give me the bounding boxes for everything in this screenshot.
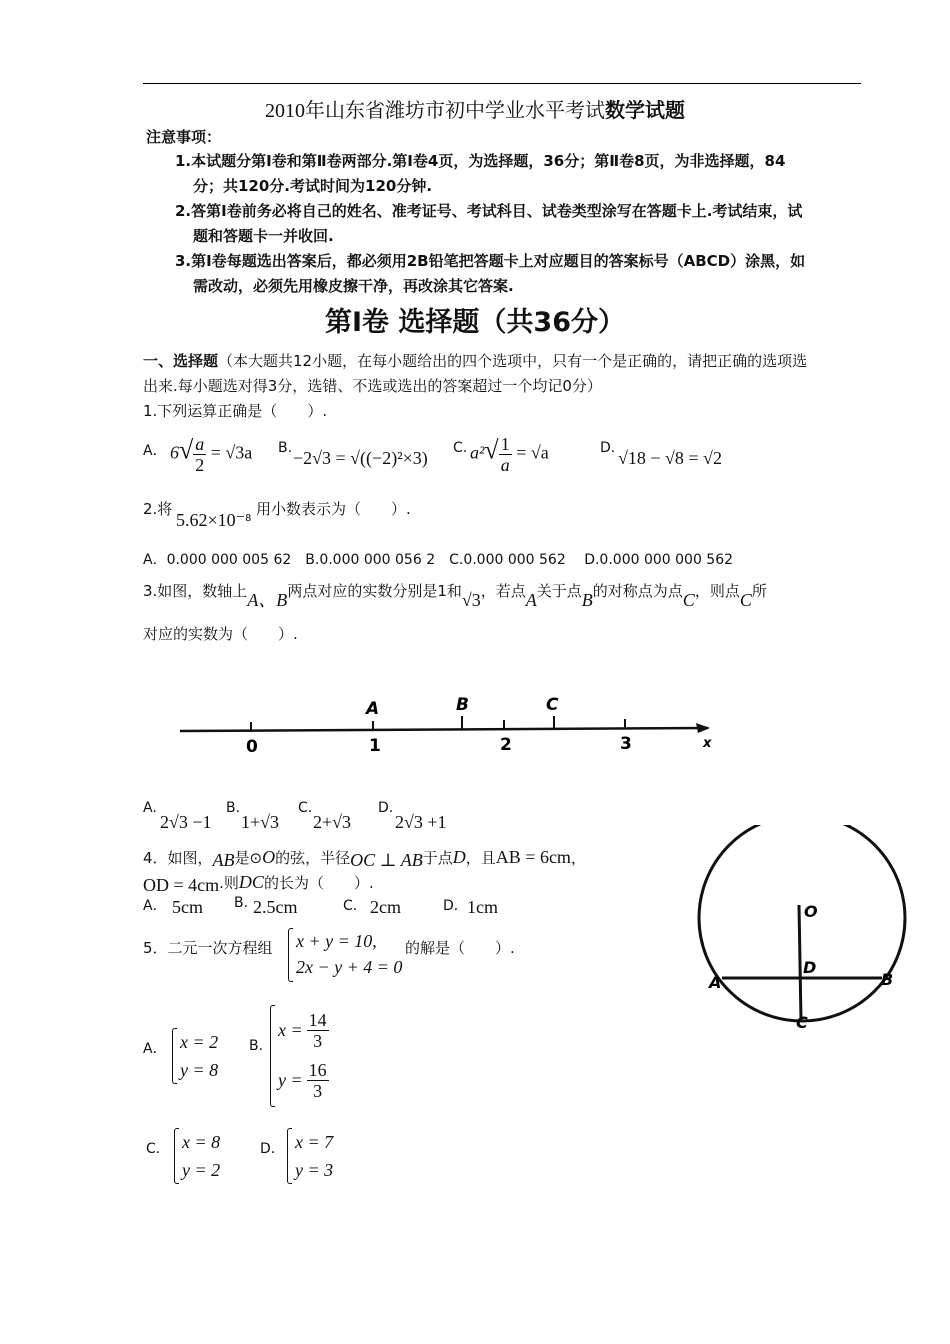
q5-b-brace: [270, 1005, 275, 1107]
section-title: 第Ⅰ卷 选择题（共36分）: [324, 307, 626, 338]
q4-p5: ，且: [465, 849, 496, 867]
label-c: C: [796, 1013, 808, 1032]
q4-option-a: 5cm: [172, 897, 203, 917]
q3-sqrt3: √3: [461, 590, 481, 610]
q1-option-c: a²√ $\frac{1}{a}$ = √a: [470, 434, 549, 475]
q5-c-x: x = 8: [182, 1132, 221, 1152]
q4-d: D: [452, 847, 466, 867]
q3-option-a: 2√3 −1: [160, 812, 212, 832]
q5-a-brace: [172, 1028, 177, 1084]
q1-a-den: 2: [195, 455, 205, 475]
tick-label-0: 0: [246, 737, 258, 757]
page-title: [0, 94, 950, 123]
q1-c-frac: [499, 434, 512, 475]
q4-ab: AB: [212, 850, 235, 870]
q5-stem-pre: 5．二元一次方程组: [143, 939, 273, 957]
q5-a-x: x = 2: [180, 1032, 219, 1052]
q4-stem-1: [143, 847, 586, 868]
q1-option-a: 6√ $\frac{a}{2}$ = √3a: [170, 434, 253, 475]
q4-p2: 是⊙: [234, 849, 263, 867]
q4-p7: .则: [219, 874, 239, 892]
q1-a-num: a: [195, 434, 205, 454]
q5-c-brace: [174, 1128, 179, 1184]
part1-desc: [143, 350, 868, 371]
q5-d-x: x = 7: [295, 1132, 334, 1152]
q5-b-y-den: 3: [313, 1080, 323, 1101]
title-bold: 数学试题: [605, 98, 685, 122]
q4-option-a-label: A．: [143, 898, 167, 914]
q3-a: A: [525, 590, 537, 610]
q2-stem-pre: 2.将: [143, 500, 173, 518]
q3-option-d: 2√3 +1: [395, 812, 447, 832]
q4-option-b: 2.5cm: [253, 897, 298, 917]
label-o: O: [804, 902, 818, 921]
q4-p6: ，: [570, 849, 586, 867]
part1-desc-2: 出来.每小题选对得3分，选错、不选或选出的答案超过一个均记0分）: [143, 377, 602, 395]
q3-p6: ，则点: [694, 582, 740, 600]
point-label-a: A: [366, 699, 380, 719]
q3-stem: [143, 576, 873, 610]
q3-p4: 关于点: [536, 582, 582, 600]
q1-option-d-label: D.: [600, 440, 616, 456]
label-b: B: [881, 970, 894, 989]
q4-p8: 的长为（ ）.: [263, 874, 374, 892]
q1-option-c-label: C.: [453, 440, 468, 456]
q1-c-den: a: [500, 455, 510, 475]
q5-c-y: y = 2: [182, 1160, 221, 1180]
label-d: D: [803, 958, 817, 977]
q5-d-brace: [287, 1128, 292, 1184]
q1-c-num: 1: [500, 434, 510, 454]
tick-label-1: 1: [369, 736, 381, 756]
q4-p4: 于点: [422, 849, 453, 867]
label-a: A: [709, 973, 722, 992]
note-3-line-2: 需改动，必须先用橡皮擦干净，再改涂其它答案.: [193, 277, 514, 295]
q5-b-x-den: 3: [313, 1030, 323, 1051]
note-3-line-1: 3.第Ⅰ卷每题选出答案后，都必须用2B铅笔把答题卡上对应题目的答案标号（ABCD）涂黑，如: [175, 252, 806, 270]
q1-c-pre: a²: [470, 442, 485, 463]
q5-eq2: 2x − y + 4 = 0: [296, 957, 403, 977]
q5-brace: [288, 928, 293, 982]
q2-number: 5.62×10⁻⁸: [176, 510, 252, 530]
q4-stem-2: [143, 872, 374, 893]
q1-option-d: √18 − √8 = √2: [618, 448, 722, 468]
q4-option-d: 1cm: [467, 897, 498, 917]
top-rule: [143, 83, 861, 84]
q5-stem-post: 的解是（ ）.: [405, 939, 515, 957]
q3-option-b: 1+√3: [241, 812, 280, 832]
q3-option-a-label: A.: [143, 800, 157, 816]
q1-option-b-label: B.: [278, 440, 293, 456]
number-line-figure: [170, 690, 730, 765]
q3-p3: ，若点: [480, 582, 526, 600]
q3-p7: 所: [751, 582, 767, 600]
note-2-line-1: 2.答第Ⅰ卷前务必将自己的姓名、准考证号、考试科目、试卷类型涂写在答题卡上.考试结束，试: [175, 202, 803, 220]
part1-desc-1: （本大题共12小题，在每小题给出的四个选项中，只有一个是正确的，请把正确的选项选: [218, 352, 808, 370]
q1-a-frac: [193, 434, 206, 475]
q5-b-y-lhs: y =: [278, 1069, 303, 1090]
q5-b-x-num: 14: [308, 1009, 327, 1030]
circle-o: [699, 825, 905, 1021]
notes-label: 注意事项：: [146, 128, 222, 146]
axis-label-x: x: [703, 736, 712, 751]
tick-label-3: 3: [620, 734, 632, 754]
q1-c-rhs: = √a: [516, 442, 549, 463]
q3-option-c-label: C.: [298, 800, 313, 816]
q5-option-c-label: C．: [146, 1141, 170, 1157]
q3-b: B: [581, 590, 593, 610]
q4-option-b-label: B.: [234, 895, 249, 911]
q1-stem: 1.下列运算正确是（ ）.: [143, 402, 328, 420]
q3-line-2: 对应的实数为（ ）.: [143, 625, 298, 643]
q5-b-y-num: 16: [308, 1059, 327, 1080]
point-label-b: B: [456, 695, 469, 715]
q1-a-rhs: = √3a: [210, 442, 253, 463]
note-1-line-1: 1.本试题分第Ⅰ卷和第Ⅱ卷两部分.第Ⅰ卷4页，为选择题，36分；第Ⅱ卷8页，为非选择题，84: [175, 152, 786, 170]
q3-option-b-label: B.: [226, 800, 241, 816]
q1-a-coef: 6: [170, 442, 179, 463]
q5-eq1: x + y = 10,: [296, 931, 377, 951]
q3-ab: A、B: [247, 590, 288, 610]
q4-p3: 的弦，半径: [275, 849, 351, 867]
q3-c: C: [682, 590, 695, 610]
q3-c2: C: [739, 590, 752, 610]
part1-label: 一、选择题: [143, 352, 219, 370]
q3-p1: 3.如图，数轴上: [143, 582, 248, 600]
q5-option-d-label: D．: [260, 1141, 285, 1157]
q4-p1: 4．如图，: [143, 849, 213, 867]
q4-option-c-label: C．: [343, 898, 367, 914]
tick-label-2: 2: [500, 735, 512, 755]
q5-option-b-label: B.: [249, 1038, 264, 1054]
q1-option-a-label: A．: [143, 443, 167, 459]
q4-o: O: [262, 847, 276, 867]
q4-option-d-label: D．: [443, 898, 468, 914]
q2-options: A．0.000 000 005 62 B.0.000 000 056 2 C.0.000 000 562 D.0.000 000 000 562: [143, 552, 734, 568]
circle-figure: [695, 825, 925, 1040]
number-line-arrow: [696, 723, 710, 733]
q3-p5: 的对称点为点: [592, 582, 683, 600]
q4-option-c: 2cm: [370, 897, 401, 917]
q4-perp: OC ⊥ AB: [350, 850, 423, 870]
q4-od-length: OD = 4cm: [143, 875, 220, 895]
q3-option-c: 2+√3: [313, 812, 352, 832]
note-2-line-2: 题和答题卡一并收回.: [193, 227, 334, 245]
note-1-line-2: 分；共120分.考试时间为120分钟.: [193, 177, 433, 195]
q3-option-d-label: D.: [378, 800, 394, 816]
q5-option-a-label: A．: [143, 1041, 167, 1057]
q5-b-x-lhs: x =: [278, 1019, 303, 1040]
q4-ab-length: AB = 6cm: [495, 847, 571, 867]
q3-p2: 两点对应的实数分别是1和: [287, 582, 462, 600]
q1-option-b: −2√3 = √((−2)²×3): [293, 448, 428, 468]
q4-dc: DC: [238, 872, 264, 892]
title-plain: 2010年山东省潍坊市初中学业水平考试: [265, 100, 605, 122]
number-line-axis: [180, 728, 708, 731]
point-label-c: C: [546, 695, 559, 715]
q2-stem-post: 用小数表示为（ ）.: [256, 500, 411, 518]
q5-a-y: y = 8: [180, 1060, 219, 1080]
q5-d-y: y = 3: [295, 1160, 334, 1180]
radius-oc: [799, 905, 801, 1021]
